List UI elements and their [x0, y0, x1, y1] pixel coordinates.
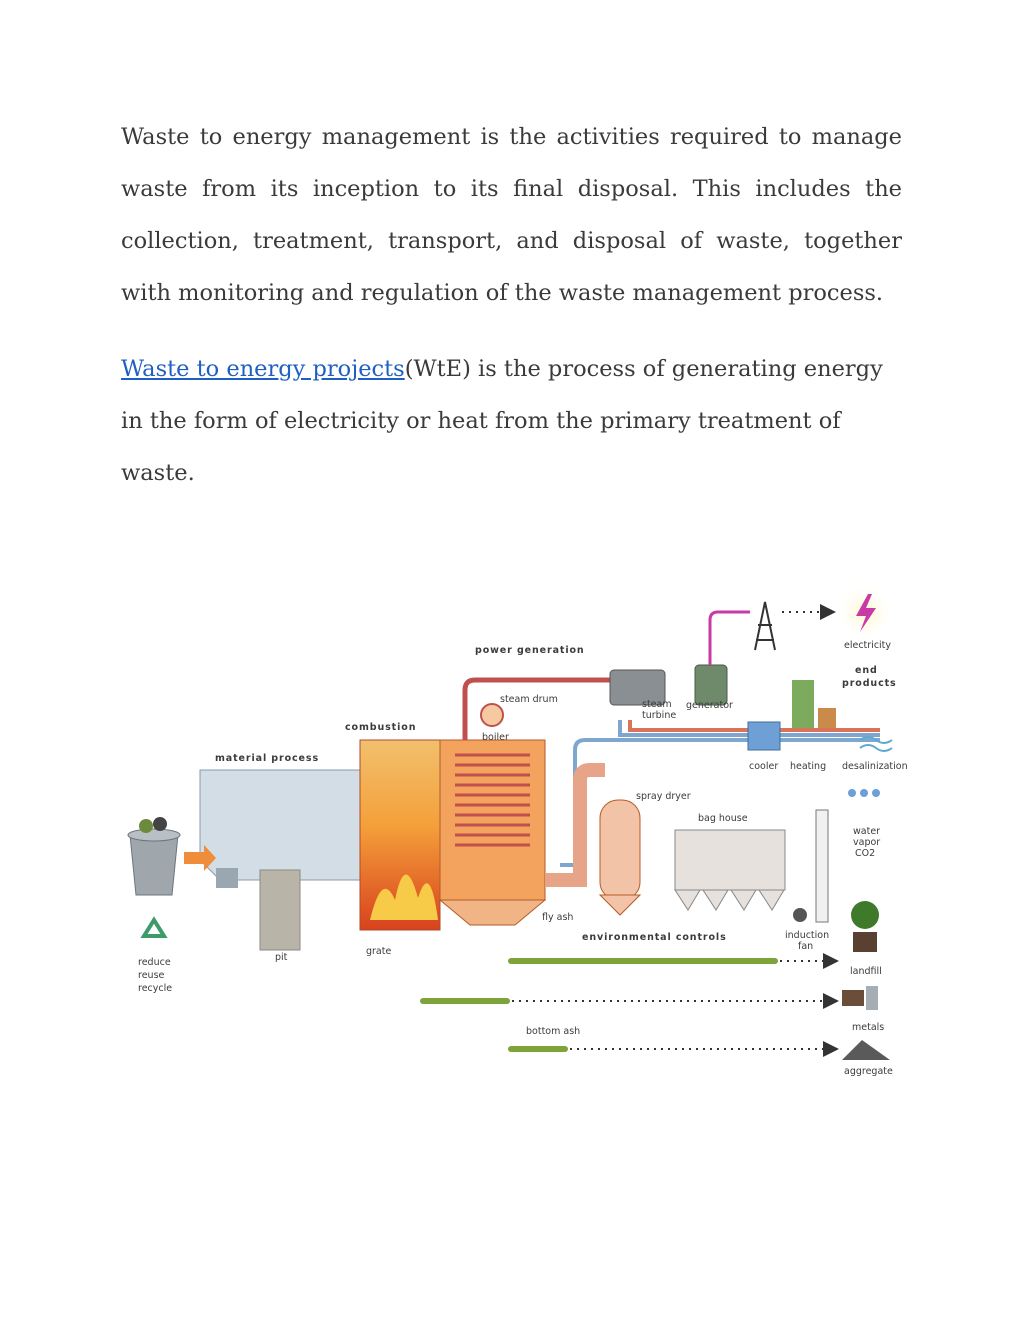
bottom-ash-label: bottom ash: [526, 1026, 581, 1037]
heating-building: [792, 680, 836, 728]
power-line: [710, 612, 750, 665]
wte-projects-link[interactable]: Waste to energy projects: [121, 356, 405, 382]
metals-label: metals: [852, 1022, 885, 1033]
pylon-icon: [755, 602, 775, 650]
combustion-label: combustion: [345, 722, 417, 733]
spray-dryer-label: spray dryer: [636, 791, 691, 802]
induction-fan-label: induction fan: [785, 930, 830, 952]
water-drops-icon: [848, 789, 880, 797]
pit-label: pit: [275, 952, 288, 963]
generator-label: generator: [686, 700, 733, 711]
aggregate-label: aggregate: [844, 1066, 893, 1077]
fly-ash-label: fly ash: [542, 912, 574, 923]
flue-duct: [545, 770, 605, 880]
wte-paragraph-text: (WtE) is the process of generating energy in the form of electricity or heat from the primary treatment of waste.: [121, 356, 883, 486]
end-products-label: end products: [842, 665, 897, 689]
bottom-ash-conveyor: [508, 1046, 568, 1052]
metals-icon: [842, 986, 878, 1010]
stack: [816, 810, 828, 922]
generator: [695, 665, 727, 705]
heating-label: heating: [790, 761, 827, 772]
steam-turbine-label: steam turbine: [642, 699, 677, 721]
power-generation-label: power generation: [475, 645, 585, 656]
metals-conveyor: [420, 998, 510, 1004]
induction-fan: [793, 908, 807, 922]
water-vapor-co2-label: water vapor CO2: [853, 826, 881, 859]
aggregate-icon: [842, 1040, 890, 1060]
combustion-chamber: [360, 740, 440, 930]
reduce-reuse-recycle-label: reduce reuse recycle: [138, 957, 173, 994]
electricity-label: electricity: [844, 640, 892, 651]
wte-paragraph: [121, 343, 902, 499]
landfill-label: landfill: [850, 966, 882, 977]
cooler-label: cooler: [749, 761, 779, 772]
desalinization-label: desalinization: [842, 761, 908, 772]
intro-paragraph: Waste to energy management is the activities required to manage waste from its inception to its final disposal. This includes the collection, treatment, transport, and disposal of waste, together with monitoring and regulation of the waste management process.: [121, 124, 902, 306]
bag-house: [675, 830, 785, 910]
spray-dryer: [600, 800, 640, 915]
material-process-building: [200, 770, 360, 950]
boiler-label: boiler: [482, 732, 509, 743]
material-process-label: material process: [215, 753, 320, 764]
electricity-icon: [835, 582, 895, 642]
recycle-icon: [144, 920, 164, 936]
bag-house-label: bag house: [698, 813, 748, 824]
fly-ash-conveyor: [508, 958, 778, 964]
steam-drum-label: steam drum: [500, 694, 558, 705]
waste-to-energy-diagram: [120, 580, 920, 1090]
environmental-controls-label: environmental controls: [582, 932, 727, 943]
trash-can-icon: [128, 817, 180, 895]
grate-label: grate: [366, 946, 392, 957]
tree-icon: [851, 901, 879, 952]
cooler: [748, 722, 780, 750]
